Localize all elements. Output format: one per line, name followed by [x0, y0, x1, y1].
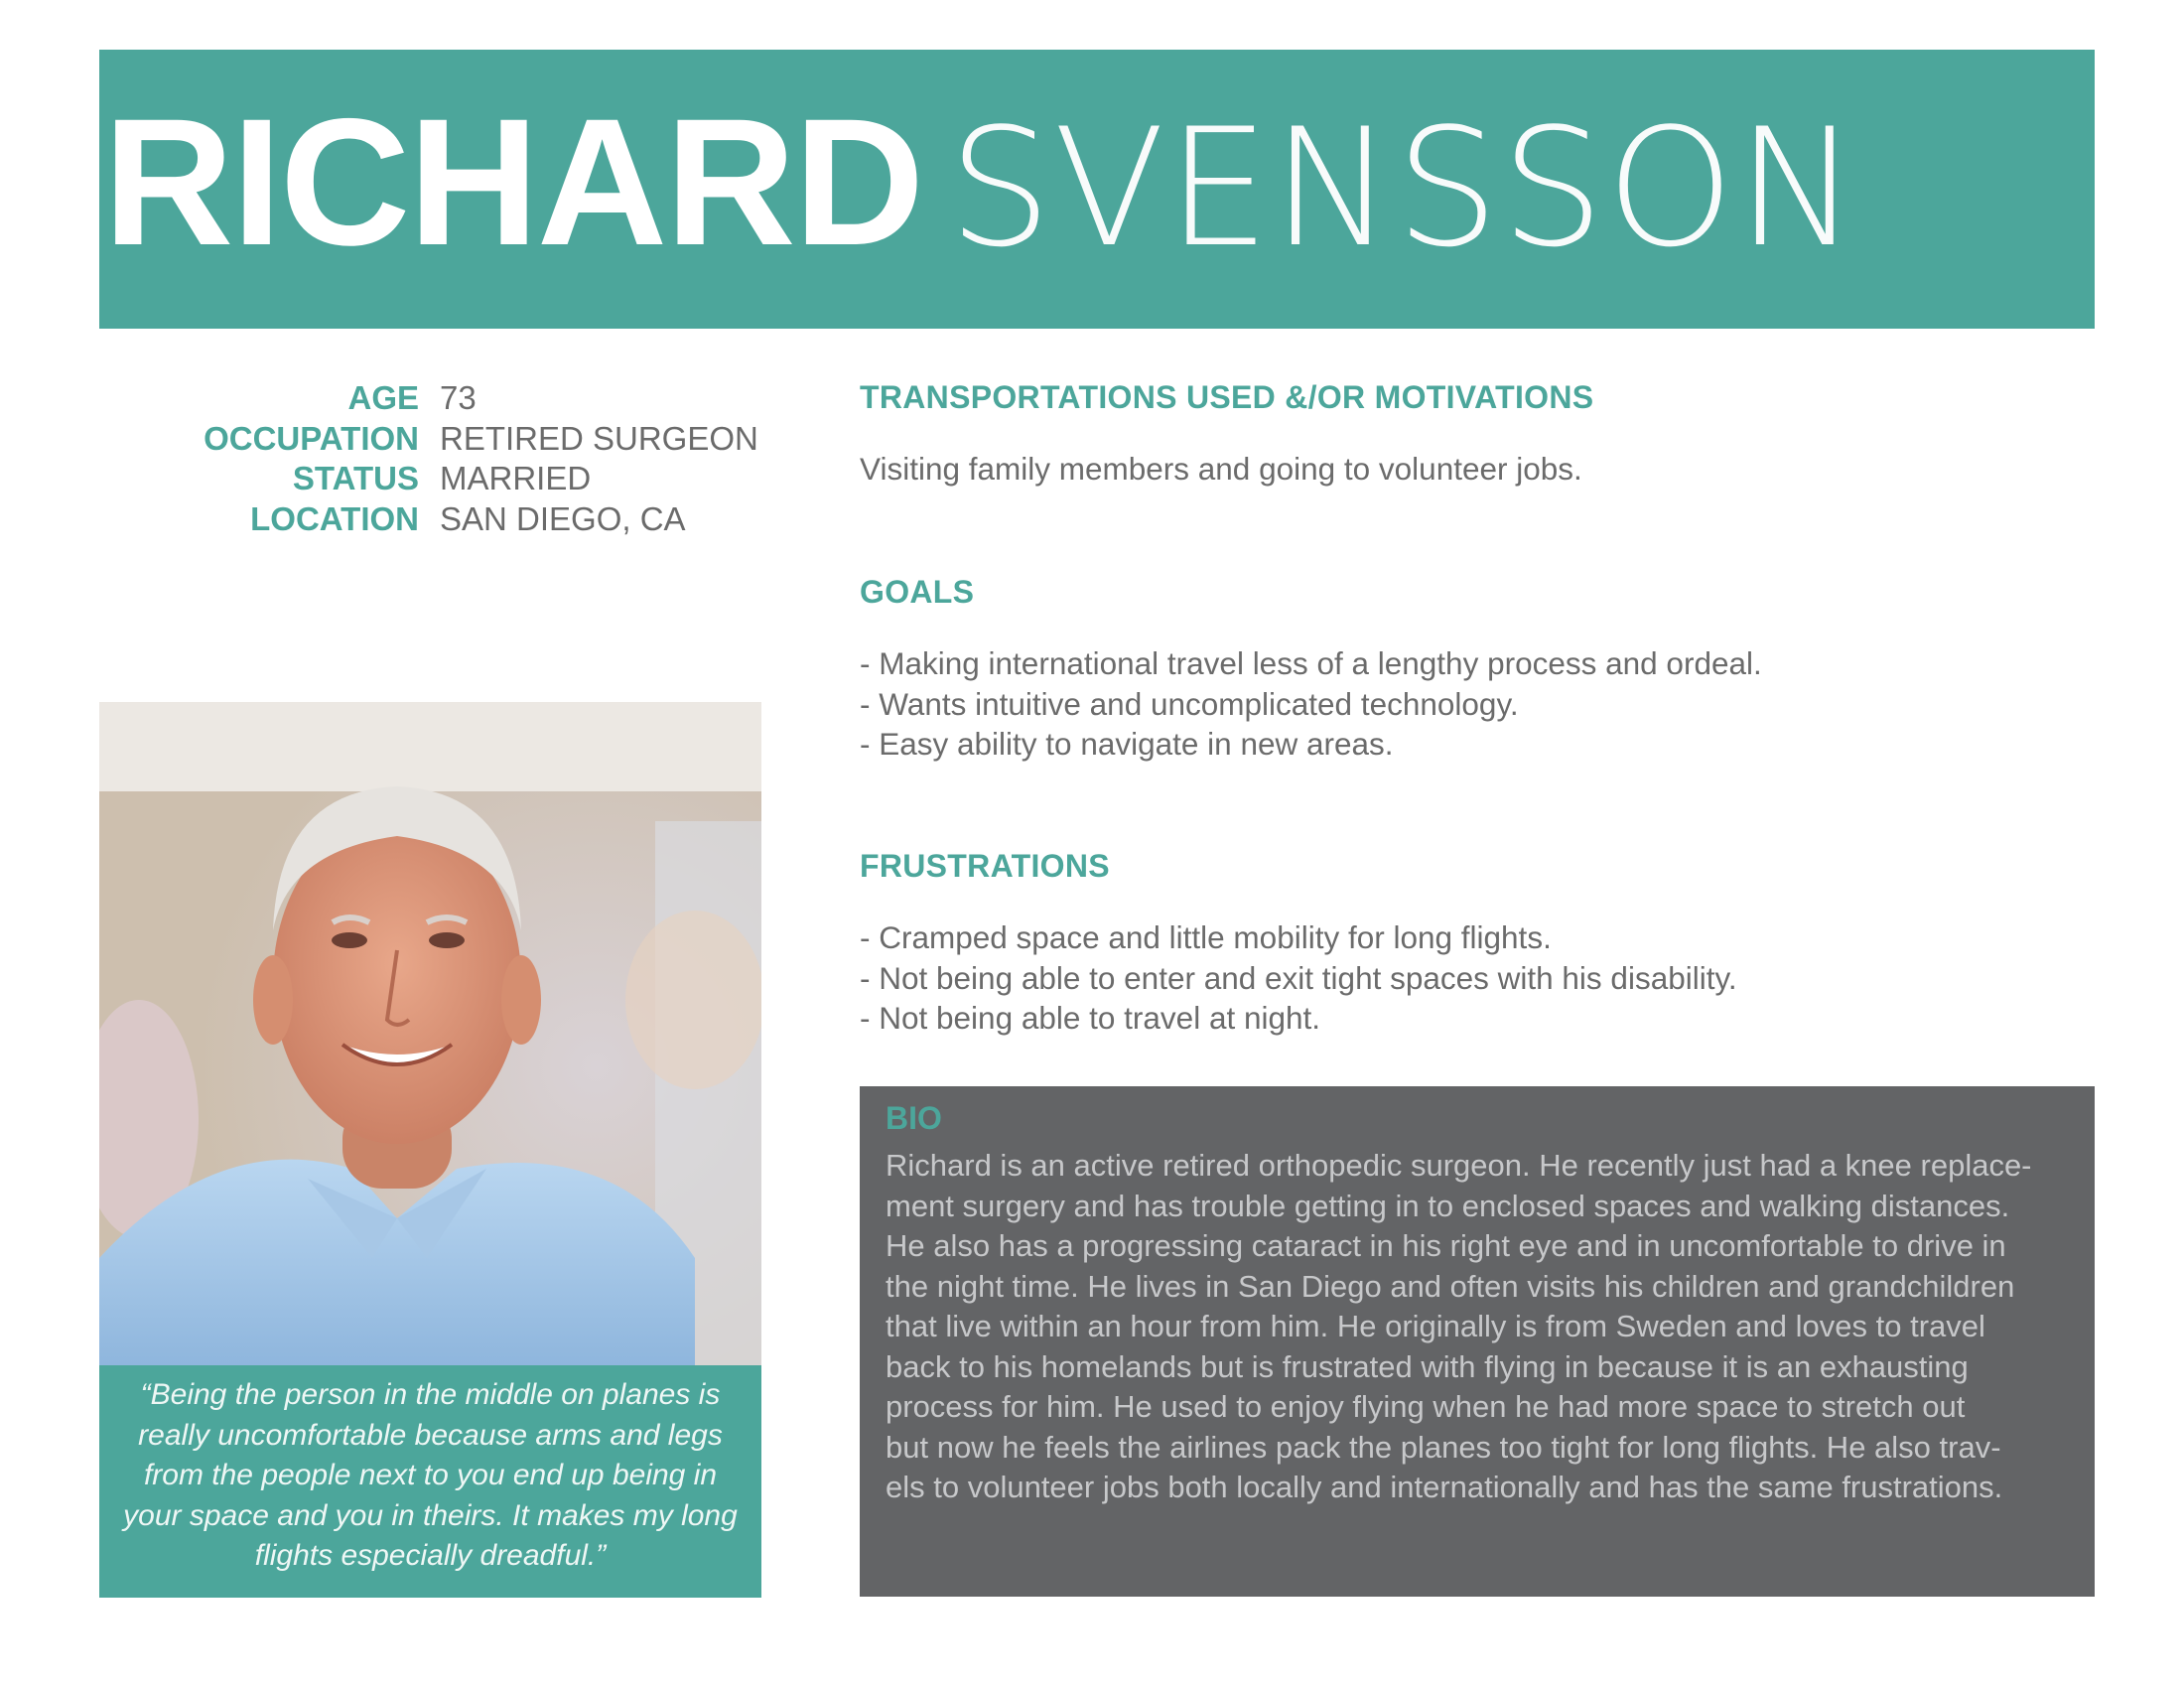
- portrait-photo: [99, 702, 761, 1365]
- persona-quote: “Being the person in the middle on planes is really uncomfortable because arms and legs from the people next to you end up being in your space and you in theirs. It makes my long flights especially dreadful.”: [123, 1378, 738, 1572]
- transport-section: [860, 379, 2095, 490]
- section-title: TRANSPORTATIONS USED &/OR MOTIVATIONS: [860, 379, 1594, 415]
- quote-box: [99, 1365, 761, 1598]
- bio-line: that live within an hour from him. He originally is from Sweden and loves to travel: [886, 1309, 1985, 1343]
- bio-line: He also has a progressing cataract in his right eye and in uncomfortable to drive in: [886, 1228, 2006, 1263]
- fact-value: SAN DIEGO, CA: [440, 499, 686, 537]
- last-name: SVENSSON: [948, 93, 1860, 283]
- fact-location: [99, 500, 794, 541]
- bio-line: Richard is an active retired orthopedic surgeon. He recently just had a knee replace-: [886, 1148, 2032, 1183]
- bio-line: process for him. He used to enjoy flying when he had more space to stretch out: [886, 1389, 1966, 1424]
- persona-name: [103, 80, 1860, 283]
- goals-section: [860, 574, 2095, 765]
- bio-line: but now he feels the airlines pack the planes too tight for long flights. He also trav-: [886, 1429, 2001, 1465]
- list-item: - Making international travel less of a lengthy process and ordeal.: [860, 645, 1762, 681]
- fact-label: LOCATION: [250, 499, 419, 537]
- fact-label: STATUS: [292, 460, 419, 496]
- fact-status: [99, 460, 794, 500]
- goals-list: [860, 643, 2095, 765]
- frustrations-section: [860, 848, 2095, 1039]
- bio-text: [886, 1146, 2069, 1508]
- portrait-photo-icon: [99, 702, 761, 1365]
- bio-box: [860, 1086, 2095, 1597]
- demographics: [99, 379, 794, 540]
- fact-occupation: [99, 420, 794, 461]
- list-item: - Wants intuitive and uncomplicated technology.: [860, 685, 1519, 722]
- bio-title: BIO: [886, 1100, 942, 1136]
- fact-age: [99, 379, 794, 420]
- bio-line: els to volunteer jobs both locally and internationally and has the same frustrations.: [886, 1470, 2003, 1504]
- list-item: - Cramped space and little mobility for long flights.: [860, 919, 1552, 955]
- list-item: - Not being able to travel at night.: [860, 1000, 1321, 1036]
- fact-value: MARRIED: [440, 460, 592, 496]
- fact-label: AGE: [347, 379, 419, 416]
- frustrations-list: [860, 917, 2095, 1039]
- fact-value: RETIRED SURGEON: [440, 419, 758, 457]
- first-name: RICHARD: [103, 80, 923, 283]
- section-title: GOALS: [860, 574, 975, 610]
- bio-line: the night time. He lives in San Diego and often visits his children and grandchildren: [886, 1268, 2015, 1304]
- name-banner: [99, 50, 2095, 329]
- section-body: Visiting family members and going to volunteer jobs.: [860, 451, 1582, 487]
- bio-line: back to his homelands but is frustrated with flying in because it is an exhausting: [886, 1348, 1969, 1384]
- list-item: - Easy ability to navigate in new areas.: [860, 726, 1394, 762]
- fact-value: 73: [440, 379, 477, 416]
- list-item: - Not being able to enter and exit tight spaces with his disability.: [860, 959, 1737, 996]
- fact-label: OCCUPATION: [204, 419, 419, 457]
- bio-line: ment surgery and has trouble getting in to enclosed spaces and walking distances.: [886, 1188, 2010, 1223]
- section-title: FRUSTRATIONS: [860, 848, 1110, 884]
